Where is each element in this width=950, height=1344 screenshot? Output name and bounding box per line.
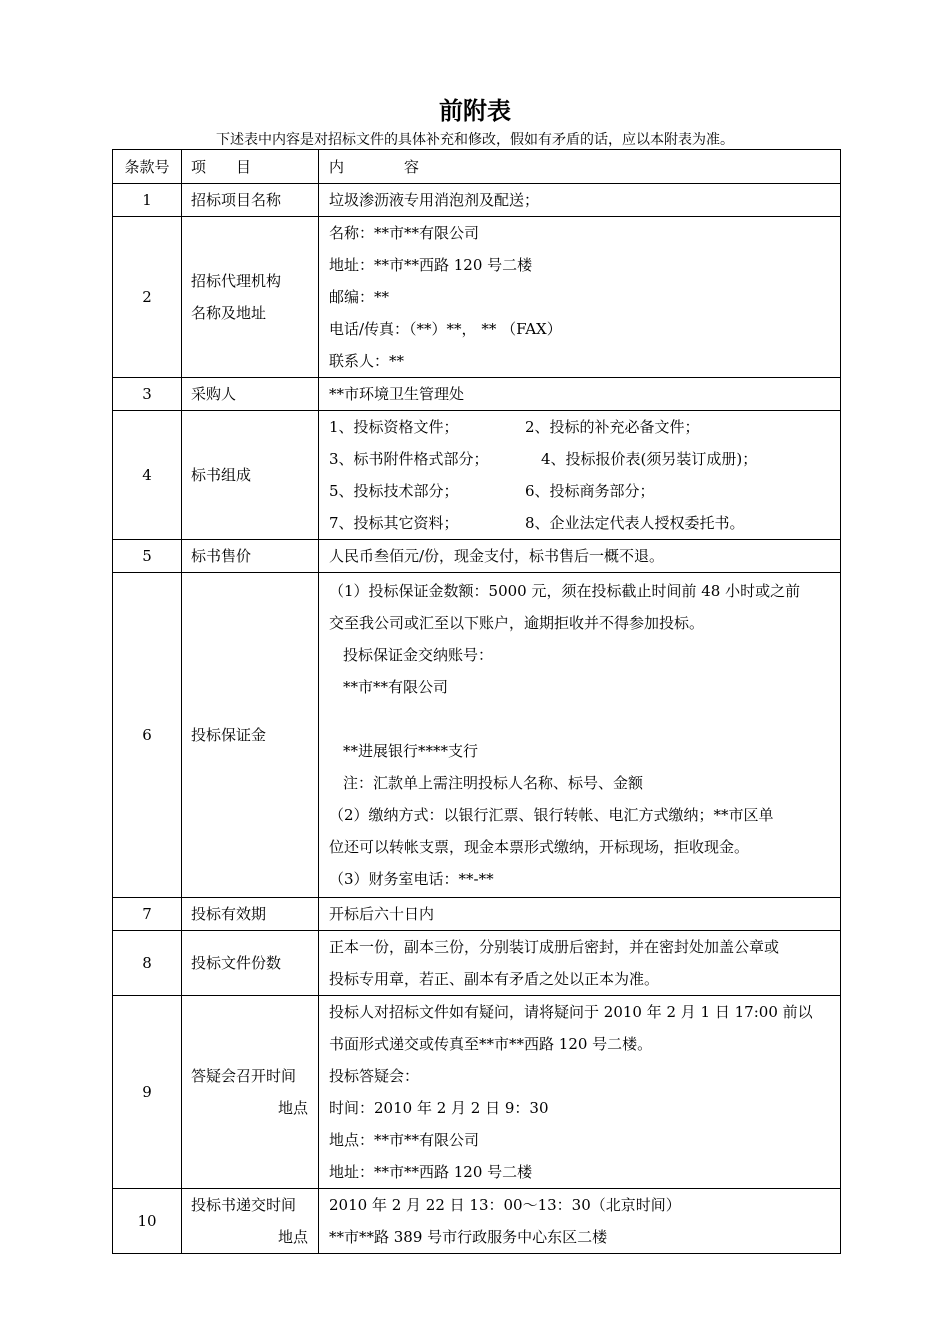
row-content	[319, 573, 841, 898]
content-line: 投标人对招标文件如有疑问，请将疑问于 2010 年 2 月 1 日 17:00 前以	[329, 1003, 813, 1021]
item-line: 地点	[277, 1228, 308, 1246]
row-item	[182, 217, 319, 378]
row-no: 7	[113, 898, 182, 931]
row-content	[319, 411, 841, 540]
content-line: 注：汇款单上需注明投标人名称、标号、金额	[343, 774, 644, 792]
row-no: 9	[113, 996, 182, 1189]
content-line: **市**有限公司	[343, 678, 449, 696]
content-pair	[329, 507, 834, 539]
row-item	[182, 540, 319, 573]
content-line: （3）财务室电话：**-**	[329, 870, 494, 888]
content-right: 6、投标商务部分；	[525, 482, 655, 500]
row-no: 5	[113, 540, 182, 573]
row-content	[319, 184, 841, 217]
content-right: 4、投标报价表(须另装订成册)；	[541, 450, 758, 468]
row-item	[182, 184, 319, 217]
row-content	[319, 1189, 841, 1254]
row-content	[319, 996, 841, 1189]
header-item: 项 目	[182, 150, 319, 184]
content-pair	[329, 475, 834, 507]
row-no: 8	[113, 931, 182, 996]
row-content	[319, 540, 841, 573]
row-item	[182, 996, 319, 1189]
row-content	[319, 378, 841, 411]
content-line: **进展银行****支行	[343, 742, 479, 760]
item-line: 名称及地址	[191, 304, 267, 322]
row-content	[319, 898, 841, 931]
item-line: 答疑会召开时间	[191, 1067, 297, 1085]
item-line: 投标书递交时间	[191, 1196, 297, 1214]
content-line: 地址：**市**西路 120 号二楼	[329, 1163, 533, 1181]
page-subtitle: 下述表中内容是对招标文件的具体补充和修改，假如有矛盾的话，应以本附表为准。	[216, 132, 734, 148]
content-line: 联系人：**	[329, 352, 405, 370]
table-row	[113, 184, 841, 217]
item-line: 标书售价	[191, 547, 252, 565]
front-appendix-table	[112, 149, 841, 1254]
table-row	[113, 411, 841, 540]
row-item	[182, 411, 319, 540]
content-pair	[329, 411, 834, 443]
content-left: 5、投标技术部分；	[329, 482, 459, 500]
page-title: 前附表	[439, 96, 511, 125]
content-line: （2）缴纳方式：以银行汇票、银行转帐、电汇方式缴纳；**市区单	[329, 806, 774, 824]
content-line: 电话/传真：（**）**， ** （FAX）	[329, 320, 562, 338]
table-row	[113, 898, 841, 931]
item-line: 投标保证金	[191, 726, 267, 744]
content-pair	[329, 443, 834, 475]
row-item	[182, 1189, 319, 1254]
row-no: 3	[113, 378, 182, 411]
row-no: 6	[113, 573, 182, 898]
table-row	[113, 378, 841, 411]
item-line: 地点	[277, 1099, 308, 1117]
item-line: 招标项目名称	[191, 191, 282, 209]
table-row	[113, 540, 841, 573]
table-row	[113, 573, 841, 898]
content-left: 3、标书附件格式部分；	[329, 450, 489, 468]
content-right: 2、投标的补充必备文件；	[525, 418, 700, 436]
header-no: 条款号	[113, 150, 182, 184]
table-row	[113, 931, 841, 996]
table-row	[113, 1189, 841, 1254]
row-no: 1	[113, 184, 182, 217]
content-line: 投标答疑会：	[329, 1067, 420, 1085]
content-line: 名称：**市**有限公司	[329, 224, 480, 242]
content-line: 人民币叁佰元/份，现金支付，标书售后一概不退。	[329, 547, 665, 565]
content-line: **市**路 389 号市行政服务中心东区二楼	[329, 1228, 608, 1246]
row-item	[182, 378, 319, 411]
content-line: （1）投标保证金数额：5000 元，须在投标截止时间前 48 小时或之前	[329, 582, 801, 600]
row-content	[319, 931, 841, 996]
row-item	[182, 931, 319, 996]
content-line: 正本一份，副本三份，分别装订成册后密封，并在密封处加盖公章或	[329, 938, 780, 956]
item-line: 采购人	[191, 385, 237, 403]
row-item	[182, 573, 319, 898]
table-header-row	[113, 150, 841, 184]
item-line: 标书组成	[191, 466, 252, 484]
content-line: 垃圾渗沥液专用消泡剂及配送；	[329, 191, 540, 209]
content-line: 地址：**市**西路 120 号二楼	[329, 256, 533, 274]
header-content: 内 容	[319, 150, 841, 184]
content-line: **市环境卫生管理处	[329, 385, 465, 403]
content-line: 书面形式递交或传真至**市**西路 120 号二楼。	[329, 1035, 653, 1053]
content-line: 投标保证金交纳账号：	[343, 646, 494, 664]
table-row	[113, 217, 841, 378]
content-left: 7、投标其它资料；	[329, 514, 459, 532]
blank-line	[329, 703, 834, 735]
item-line: 招标代理机构	[191, 272, 282, 290]
content-line: 开标后六十日内	[329, 905, 435, 923]
item-line: 投标文件份数	[191, 954, 282, 972]
content-left: 1、投标资格文件；	[329, 418, 459, 436]
content-line: 投标专用章，若正、副本有矛盾之处以正本为准。	[329, 970, 660, 988]
row-no: 4	[113, 411, 182, 540]
content-line: 邮编：**	[329, 288, 390, 306]
content-line: 位还可以转帐支票，现金本票形式缴纳，开标现场，拒收现金。	[329, 838, 750, 856]
row-no: 2	[113, 217, 182, 378]
content-line: 2010 年 2 月 22 日 13：00～13：30（北京时间）	[329, 1196, 681, 1214]
content-line: 时间：2010 年 2 月 2 日 9：30	[329, 1099, 549, 1117]
row-item	[182, 898, 319, 931]
item-line: 投标有效期	[191, 905, 267, 923]
content-line: 交至我公司或汇至以下账户，逾期拒收并不得参加投标。	[329, 614, 705, 632]
table-row	[113, 996, 841, 1189]
row-no: 10	[113, 1189, 182, 1254]
row-content	[319, 217, 841, 378]
content-line: 地点：**市**有限公司	[329, 1131, 480, 1149]
content-right: 8、企业法定代表人授权委托书。	[525, 514, 745, 532]
